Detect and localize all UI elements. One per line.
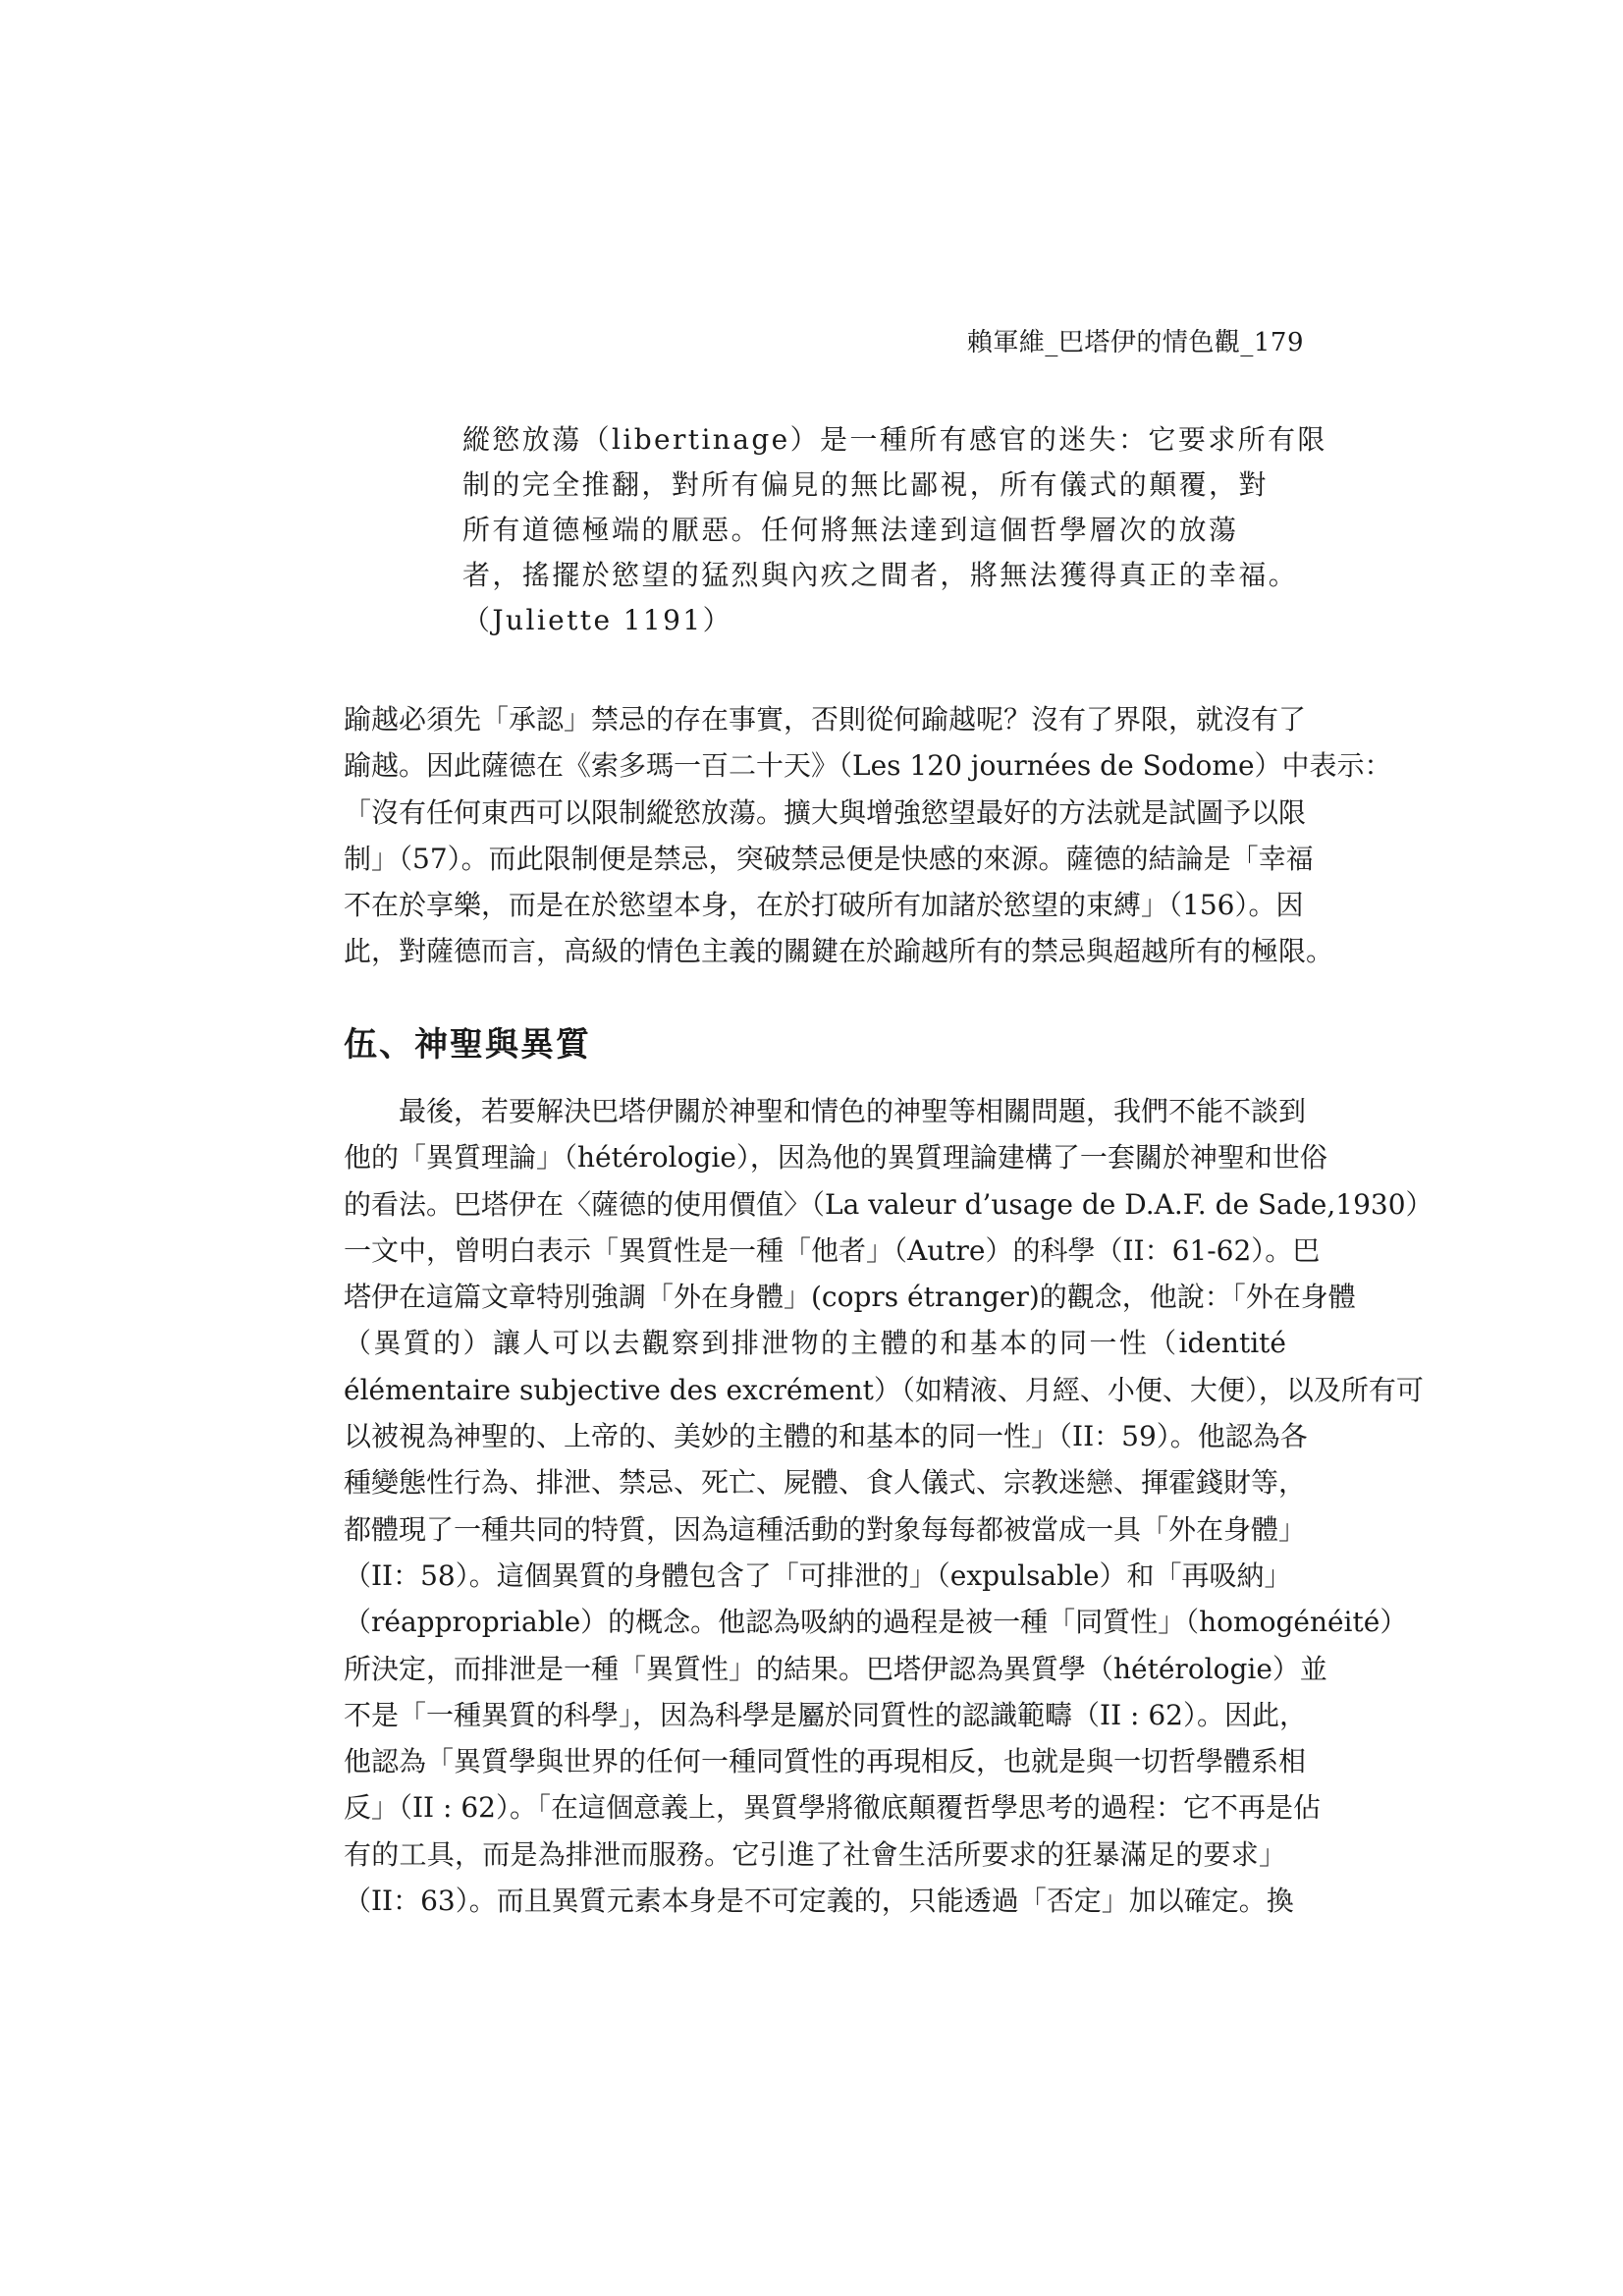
- text-line: 此，對薩德而言，高級的情色主義的關鍵在於踰越所有的禁忌與超越所有的極限。: [344, 935, 1334, 968]
- quote-citation: （Juliette 1191）: [462, 604, 732, 636]
- text-line: 不是「一種異質的科學」，因為科學是屬於同質性的認識範疇（II : 62）。因此，: [344, 1698, 1307, 1731]
- text-line: 所決定，而排泄是一種「異質性」的結果。巴塔伊認為異質學（hétérologie）並: [344, 1652, 1327, 1685]
- text-line: 踰越。因此薩德在《索多瑪一百二十天》（Les 120 journées de Sodome）中表示：: [344, 749, 1392, 783]
- text-line: 「沒有任何東西可以限制縱慾放蕩。擴大與增強慾望最好的方法就是試圖予以限: [344, 795, 1307, 829]
- text-line: élémentaire subjective des excrément）（如精液、月經、小便、大便），以及所有可: [344, 1373, 1424, 1406]
- text-line: 不在於享樂，而是在於慾望本身，在於打破所有加諸於慾望的束縛」（156）。因: [344, 889, 1304, 922]
- text-line: 種變態性行為、排泄、禁忌、死亡、屍體、食人儀式、宗教迷戀、揮霍錢財等，: [344, 1466, 1307, 1500]
- quote-line: 縱慾放蕩（libertinage）是一種所有感官的迷失：它要求所有限: [462, 423, 1327, 456]
- section-heading: 伍、神聖與異質: [344, 1025, 591, 1065]
- text-line: 制」（57）。而此限制便是禁忌，突破禁忌便是快感的來源。薩德的結論是「幸福: [344, 842, 1314, 875]
- text-line: 有的工具，而是為排泄而服務。它引進了社會生活所要求的狂暴滿足的要求」: [344, 1837, 1286, 1871]
- quote-line: 所有道德極端的厭惡。任何將無法達到這個哲學層次的放蕩: [462, 514, 1239, 546]
- block-quote: [462, 417, 1327, 643]
- text-line: 一文中，曾明白表示「異質性是一種「他者」（Autre）的科學（II：61-62）。巴: [344, 1233, 1321, 1267]
- paragraph-heterology: [344, 1088, 1434, 1924]
- text-line: 以被視為神聖的、上帝的、美妙的主體的和基本的同一性」（II：59）。他認為各: [344, 1420, 1308, 1453]
- quote-line: 者，搖擺於慾望的猛烈與內疚之間者，將無法獲得真正的幸福。: [462, 559, 1299, 591]
- text-line: 最後，若要解決巴塔伊關於神聖和情色的神聖等相關問題，我們不能不談到: [399, 1095, 1307, 1127]
- running-header: 賴軍維_巴塔伊的情色觀_179: [966, 328, 1304, 357]
- text-line: 反」（II : 62）。「在這個意義上，異質學將徹底顛覆哲學思考的過程：它不再是佔: [344, 1791, 1321, 1825]
- text-line: 他認為「異質學與世界的任何一種同質性的再現相反，也就是與一切哲學體系相: [344, 1745, 1307, 1778]
- text-line: 都體現了一種共同的特質，因為這種活動的對象每每都被當成一具「外在身體」: [344, 1512, 1307, 1546]
- text-line: 塔伊在這篇文章特別強調「外在身體」(coprs étranger)的觀念，他說：「外在身體: [344, 1281, 1356, 1314]
- paragraph-transgression: [344, 696, 1392, 975]
- text-line: （II：63）。而且異質元素本身是不可定義的，只能透過「否定」加以確定。換: [344, 1885, 1294, 1918]
- text-line: （異質的）讓人可以去觀察到排泄物的主體的和基本的同一性（identité: [344, 1327, 1286, 1360]
- text-line: （II：58）。這個異質的身體包含了「可排泄的」（expulsable）和「再吸納」: [344, 1558, 1292, 1592]
- text-line: （réappropriable）的概念。他認為吸納的過程是被一種「同質性」（homogénéité）: [344, 1606, 1408, 1639]
- text-line: 的看法。巴塔伊在〈薩德的使用價值〉（La valeur d’usage de D.A.F. de Sade,1930）: [344, 1187, 1434, 1221]
- text-line: 他的「異質理論」（hétérologie），因為他的異質理論建構了一套關於神聖和世俗: [344, 1141, 1327, 1175]
- text-line: 踰越必須先「承認」禁忌的存在事實，否則從何踰越呢？沒有了界限，就沒有了: [344, 703, 1307, 736]
- quote-line: 制的完全推翻，對所有偏見的無比鄙視，所有儀式的顛覆，對: [462, 468, 1269, 501]
